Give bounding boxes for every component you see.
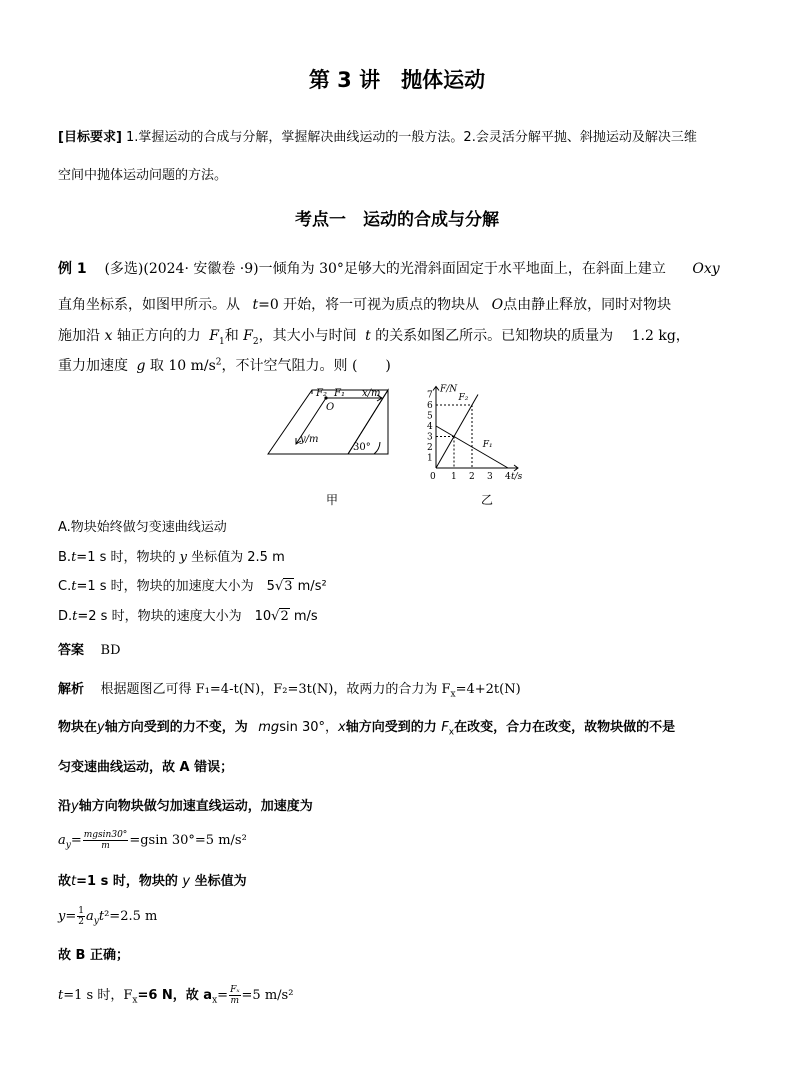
example-coord-system: Oxy bbox=[692, 261, 720, 277]
option-b-prefix: B. bbox=[58, 550, 72, 565]
analysis-var-a: a bbox=[58, 833, 66, 848]
sup-2: 2 bbox=[215, 357, 222, 368]
option-c bbox=[58, 575, 327, 594]
analysis-sub-y: y bbox=[65, 840, 71, 851]
option-b-y: y bbox=[179, 550, 187, 565]
angle-arc bbox=[374, 442, 380, 454]
figure-incline bbox=[262, 384, 392, 494]
analysis-text-2e: 轴方向受到的力 bbox=[345, 720, 437, 735]
analysis-eq-3: = bbox=[217, 988, 229, 1003]
example-text-2c: 点由静止释放，同时对物块 bbox=[503, 297, 672, 313]
option-d-mid: =2 s 时，物块的速度大小为 10 bbox=[77, 609, 272, 624]
var-x: x bbox=[104, 328, 113, 344]
objective-text-1: 1.掌握运动的合成与分解，掌握解决曲线运动的一般方法。2.会灵活分解平抛、斜抛运动及解决三维 bbox=[126, 130, 697, 145]
analysis-text-2b: 轴方向受到的力不变，为 bbox=[104, 720, 248, 735]
option-d-root: 2 bbox=[280, 609, 289, 624]
page-title: 第 3 讲 抛体运动 bbox=[308, 68, 486, 92]
var-g: g bbox=[136, 358, 146, 374]
fraction-half-num: 1 bbox=[78, 906, 84, 916]
option-c-end: m/s² bbox=[293, 579, 327, 594]
sub-1: 1 bbox=[218, 336, 225, 347]
option-b bbox=[58, 546, 285, 565]
option-b-t: t bbox=[71, 550, 77, 565]
objective-tag: [目标要求] bbox=[58, 130, 122, 145]
x-axis-label: t/s bbox=[511, 472, 523, 482]
analysis-var-y-2: y bbox=[71, 799, 79, 814]
option-b-end: 坐标值为 2.5 m bbox=[191, 550, 285, 565]
label-F1: F₁ bbox=[334, 388, 345, 399]
analysis-var-F: F bbox=[441, 720, 449, 735]
option-a: A.物块始终做匀变速曲线运动 bbox=[58, 520, 227, 535]
var-t: t bbox=[252, 297, 259, 313]
option-d-end: m/s bbox=[289, 609, 318, 624]
analysis-var-a-2: a bbox=[86, 909, 94, 924]
analysis-var-x: x bbox=[338, 720, 346, 735]
analysis-text-6c: 坐标值为 bbox=[194, 874, 247, 889]
fraction-mg-sin bbox=[83, 830, 129, 851]
option-d bbox=[58, 605, 318, 624]
option-d-prefix: D. bbox=[58, 609, 73, 624]
example-source: (多选)(2024· 安徽卷 ·9) bbox=[104, 261, 259, 277]
var-t-2: t bbox=[365, 328, 371, 344]
label-O: O bbox=[326, 402, 335, 413]
analysis-text-9c: =6 N，故 a bbox=[137, 988, 213, 1003]
fraction-fx-den: m bbox=[230, 996, 240, 1006]
analysis-label: 解析 bbox=[58, 682, 85, 697]
example-label: 例 1 bbox=[58, 261, 87, 277]
fraction-num: mgsin30° bbox=[83, 830, 128, 840]
option-c-t: t bbox=[71, 579, 77, 594]
analysis-text-2f: 在改变，合力在改变，故物块做的不是 bbox=[454, 720, 676, 735]
analysis-text-1-end: =4+2t(N) bbox=[455, 682, 521, 697]
x-tick-label: 3 bbox=[487, 472, 493, 482]
analysis-line-5 bbox=[58, 830, 247, 851]
option-c-prefix: C. bbox=[58, 579, 72, 594]
label-F2: F₂ bbox=[316, 388, 327, 399]
analysis-line-8: 故 B 正确； bbox=[58, 948, 129, 963]
analysis-var-mg: mg bbox=[258, 720, 280, 735]
analysis-line-7 bbox=[58, 906, 157, 927]
analysis-var-y-3: y bbox=[182, 874, 191, 889]
analysis-sub-x: x bbox=[448, 727, 455, 738]
analysis-text-4b: 轴方向物块做匀加速直线运动，加速度为 bbox=[78, 799, 313, 814]
example-line-2 bbox=[58, 294, 671, 314]
analysis-var-t-2: t bbox=[98, 909, 105, 924]
x-tick-label: 4 bbox=[505, 472, 511, 482]
analysis-sub-x-2: x bbox=[132, 995, 138, 1006]
analysis-text-2d: sin 30°， bbox=[279, 720, 338, 735]
sub-2: 2 bbox=[252, 336, 259, 347]
analysis-var-t: t bbox=[71, 874, 77, 889]
sqrt-sign-2: √ bbox=[271, 609, 280, 624]
example-and: 和 bbox=[224, 328, 239, 344]
analysis-sub-y-2: y bbox=[93, 916, 99, 927]
x-tick-label: 1 bbox=[451, 472, 457, 482]
example-text-3d: 的关系如图乙所示。已知物块的质量为 bbox=[375, 328, 614, 344]
analysis-text-9b: =1 s 时，F bbox=[63, 988, 133, 1003]
option-c-root: 3 bbox=[284, 579, 293, 594]
analysis-text-1: 根据题图乙可得 F₁=4-t(N)，F₂=3t(N)，故两力的合力为 F bbox=[100, 682, 451, 697]
series-F1-label: F₁ bbox=[482, 440, 493, 450]
example-line-1 bbox=[58, 258, 720, 278]
analysis-sub-1: x bbox=[450, 689, 456, 700]
example-text-2b: =0 开始，将一可视为质点的物块从 bbox=[258, 297, 480, 313]
example-text-3b: 轴正方向的力 bbox=[116, 328, 201, 344]
label-x: x/m bbox=[362, 388, 381, 399]
analysis-text-6b: =1 s 时，物块的 bbox=[76, 874, 178, 889]
sqrt-sign: √ bbox=[274, 579, 284, 594]
y-tick-label: 3 bbox=[427, 432, 433, 443]
var-F2: F bbox=[243, 328, 253, 344]
caption-yi: 乙 bbox=[481, 493, 494, 507]
origin-label: 0 bbox=[430, 472, 436, 482]
analysis-var-y-4: y bbox=[58, 909, 66, 924]
example-line-3 bbox=[58, 325, 690, 347]
answer-value: BD bbox=[100, 643, 121, 658]
answer-label: 答案 bbox=[58, 643, 85, 658]
option-d-t: t bbox=[72, 609, 78, 624]
analysis-text-9-end: =5 m/s² bbox=[241, 988, 294, 1003]
option-c-mid: =1 s 时，物块的加速度大小为 5 bbox=[76, 579, 275, 594]
fraction-den: m bbox=[101, 841, 110, 851]
analysis-var-t-3: t bbox=[58, 988, 64, 1003]
example-text-2a: 直角坐标系，如图甲所示。从 bbox=[58, 297, 240, 313]
objective-line-2: 空间中抛体运动问题的方法。 bbox=[58, 168, 228, 183]
example-text-4c: ，不计空气阻力。则 ( ) bbox=[221, 358, 391, 374]
fraction-half bbox=[77, 906, 85, 927]
analysis-text-7-end: ²=2.5 m bbox=[104, 909, 158, 924]
analysis-line-1 bbox=[58, 678, 521, 700]
fraction-half-den: 2 bbox=[78, 917, 84, 927]
series-F2-label: F₂ bbox=[458, 392, 469, 403]
mass-value: 1.2 kg， bbox=[631, 328, 690, 344]
analysis-sub-x-3: x bbox=[212, 995, 218, 1006]
analysis-text-2a: 物块在 bbox=[58, 720, 98, 735]
analysis-line-4 bbox=[58, 795, 313, 814]
fraction-fx-num: Fₓ bbox=[230, 985, 240, 995]
example-text-4b: 取 10 m/s bbox=[149, 358, 216, 374]
section-title: 考点一 运动的合成与分解 bbox=[295, 210, 499, 230]
analysis-line-2 bbox=[58, 716, 675, 738]
figure-force-time-chart bbox=[420, 380, 540, 484]
y-tick-label: 7 bbox=[427, 390, 433, 401]
analysis-line-9 bbox=[58, 984, 293, 1006]
y-tick-label: 6 bbox=[427, 401, 433, 411]
analysis-text-4a: 沿 bbox=[58, 799, 72, 814]
analysis-var-y: y bbox=[97, 720, 105, 735]
series-F2-line bbox=[436, 392, 478, 469]
var-F1: F bbox=[209, 328, 219, 344]
label-angle: 30° bbox=[353, 442, 371, 453]
y-tick-label: 1 bbox=[427, 453, 433, 464]
example-text-3a: 施加沿 bbox=[58, 328, 100, 344]
analysis-line-6 bbox=[58, 870, 247, 889]
answer-line bbox=[58, 639, 121, 658]
example-text-1: 一倾角为 30°足够大的光滑斜面固定于水平地面上，在斜面上建立 bbox=[258, 261, 666, 277]
x-tick-label: 2 bbox=[469, 472, 475, 482]
analysis-text-5-end: =gsin 30°=5 m/s² bbox=[129, 833, 247, 848]
analysis-eq: = bbox=[70, 833, 82, 848]
label-y: y/m bbox=[300, 434, 319, 445]
y-axis-label: F/N bbox=[440, 384, 458, 395]
example-text-3c: ，其大小与时间 bbox=[258, 328, 357, 344]
option-b-mid: =1 s 时，物块的 bbox=[76, 550, 176, 565]
objective-line-1 bbox=[58, 126, 697, 145]
analysis-text-6a: 故 bbox=[58, 874, 72, 889]
analysis-eq-2: = bbox=[65, 909, 77, 924]
fraction-fx-m bbox=[229, 985, 240, 1006]
analysis-line-3: 匀变速曲线运动，故 A 错误； bbox=[58, 760, 234, 775]
example-line-4 bbox=[58, 355, 391, 375]
caption-jia: 甲 bbox=[326, 493, 339, 507]
var-O: O bbox=[491, 297, 504, 313]
y-tick-label: 2 bbox=[427, 443, 433, 453]
y-tick-label: 4 bbox=[427, 422, 433, 432]
y-tick-label: 5 bbox=[427, 411, 433, 422]
example-text-4a: 重力加速度 bbox=[58, 358, 128, 374]
